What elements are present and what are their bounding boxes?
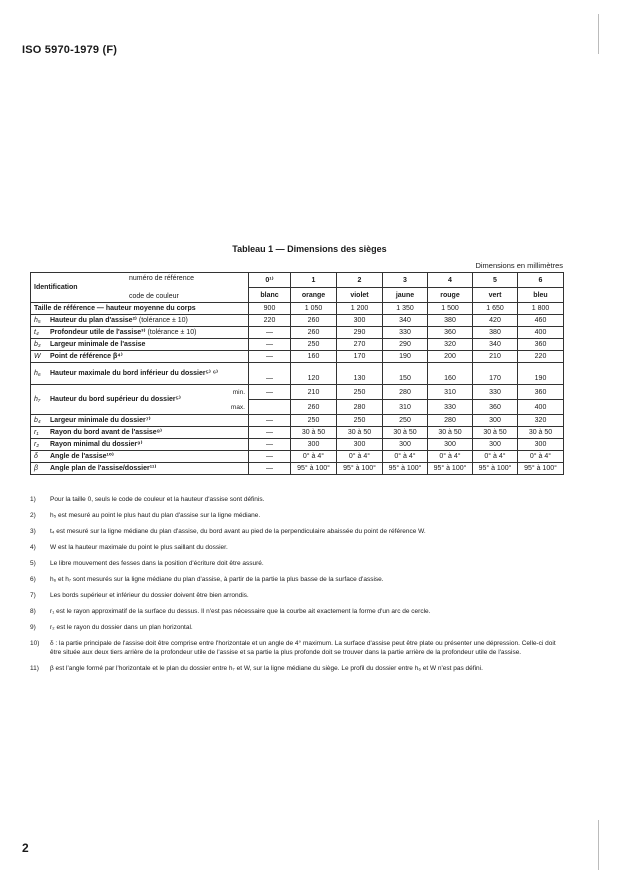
value-0: — (249, 327, 291, 339)
min-value-0: — (249, 385, 291, 400)
footnote-text: h₅ est mesuré au point le plus haut du plan d'assise sur la ligne médiane. (50, 512, 261, 519)
color-code-2: violet (337, 288, 383, 303)
row-label: Profondeur utile de l'assise³⁾ (50, 329, 146, 336)
value-4: 280 (428, 415, 473, 427)
value-4: 30 à 50 (428, 427, 473, 439)
table-row (31, 303, 564, 315)
value-3: 95° à 100° (383, 463, 428, 475)
color-code-4: rouge (428, 288, 473, 303)
value-3: 1 350 (383, 303, 428, 315)
row-symbol: b₄ (34, 417, 41, 424)
table-row (31, 451, 564, 463)
color-code-0: blanc (249, 288, 291, 303)
table-row (31, 339, 564, 351)
min-value-3: 280 (383, 385, 428, 400)
footnote-number: 2) (30, 512, 36, 519)
ref-number-3: 3 (383, 273, 428, 288)
value-6: 320 (518, 415, 564, 427)
value-4: 160 (428, 363, 473, 385)
max-value-1: 260 (291, 400, 337, 415)
footnote-number: 7) (30, 592, 36, 599)
value-0: — (249, 363, 291, 385)
footnote-text: r₁ est le rayon approximatif de la surface du dessus. Il n'est pas nécessaire que la courbe ait exactement la forme d'un arc de cercle. (50, 608, 431, 615)
min-value-2: 250 (337, 385, 383, 400)
footnote-number: 4) (30, 544, 36, 551)
footnote-text: Les bords supérieur et inférieur du dossier doivent être bien arrondis. (50, 592, 249, 599)
value-0: — (249, 463, 291, 475)
value-4: 95° à 100° (428, 463, 473, 475)
dimensions-table (30, 272, 564, 475)
value-0: — (249, 351, 291, 363)
row-label-cell (31, 385, 249, 415)
value-6: 95° à 100° (518, 463, 564, 475)
row-label-cell (31, 427, 249, 439)
row-label-cell (31, 363, 249, 385)
value-4: 300 (428, 439, 473, 451)
value-5: 210 (473, 351, 518, 363)
row-label: Angle plan de l'assise/dossier¹¹⁾ (50, 465, 157, 472)
footnote-number: 5) (30, 560, 36, 567)
table-row (31, 427, 564, 439)
value-5: 380 (473, 327, 518, 339)
ref-number-4: 4 (428, 273, 473, 288)
row-tolerance: (tolérance ± 10) (147, 329, 197, 336)
footnote-text: δ : la partie principale de l'assise doit être comprise entre l'horizontale et un angle de 4° maximum. La surface d'assise peut être plate ou présenter une dépression. Celle-ci doit être située aux deux tiers arrière de la profondeur utile de l'assise et sa partie la plus profonde doit se trouver dans la partie arrière de la profondeur utile de l'assise. (50, 640, 556, 656)
row-label: Point de référence β⁴⁾ (50, 353, 123, 360)
value-1: 1 050 (291, 303, 337, 315)
max-value-3: 310 (383, 400, 428, 415)
value-6: 1 800 (518, 303, 564, 315)
row-label-cell (31, 327, 249, 339)
footnote-text: r₂ est le rayon du dossier dans un plan horizontal. (50, 624, 193, 631)
row-symbol: h₅ (34, 317, 41, 324)
value-4: 200 (428, 351, 473, 363)
row-symbol: β (34, 465, 38, 472)
value-2: 1 200 (337, 303, 383, 315)
ref-number-2: 2 (337, 273, 383, 288)
footnote-text: β est l'angle formé par l'horizontale et le plan du dossier entre h₇ et W, sur la ligne médiane du siège. Le profil du dossier entre h₆ et W n'est pas défini. (50, 665, 483, 672)
value-5: 30 à 50 (473, 427, 518, 439)
value-3: 30 à 50 (383, 427, 428, 439)
color-code-6: bleu (518, 288, 564, 303)
value-5: 300 (473, 415, 518, 427)
color-code-1: orange (291, 288, 337, 303)
value-6: 0° à 4° (518, 451, 564, 463)
value-6: 460 (518, 315, 564, 327)
value-6: 400 (518, 327, 564, 339)
value-1: 250 (291, 339, 337, 351)
footnote (30, 664, 563, 673)
color-code-5: vert (473, 288, 518, 303)
value-0: — (249, 451, 291, 463)
value-2: 270 (337, 339, 383, 351)
value-1: 0° à 4° (291, 451, 337, 463)
row-symbol: r₁ (34, 429, 39, 436)
value-2: 290 (337, 327, 383, 339)
footnote-text: Pour la taille 0, seuls le code de couleur et la hauteur d'assise sont définis. (50, 496, 265, 503)
value-6: 360 (518, 339, 564, 351)
row-label-cell (31, 339, 249, 351)
footnote-number: 10) (30, 640, 40, 647)
footnote-number: 9) (30, 624, 36, 631)
row-label: Hauteur du plan d'assise²⁾ (50, 317, 137, 324)
value-1: 95° à 100° (291, 463, 337, 475)
max-value-2: 280 (337, 400, 383, 415)
row-label: Largeur minimale du dossier⁷⁾ (50, 417, 151, 424)
value-0: — (249, 427, 291, 439)
value-1: 250 (291, 415, 337, 427)
table-row (31, 463, 564, 475)
table-title: Tableau 1 — Dimensions des sièges (232, 244, 387, 254)
row-label-cell (31, 351, 249, 363)
value-3: 190 (383, 351, 428, 363)
value-1: 30 à 50 (291, 427, 337, 439)
value-3: 340 (383, 315, 428, 327)
value-1: 300 (291, 439, 337, 451)
min-value-6: 360 (518, 385, 564, 400)
ref-number-label: numéro de référence (129, 275, 194, 282)
footnote (30, 591, 563, 600)
value-0: — (249, 439, 291, 451)
identification-label: Identification (34, 284, 78, 291)
row-symbol: h₆ (34, 370, 41, 377)
value-5: 95° à 100° (473, 463, 518, 475)
table-row (31, 439, 564, 451)
footnote-number: 3) (30, 528, 36, 535)
table-row (31, 385, 564, 400)
max-value-5: 360 (473, 400, 518, 415)
row-label-cell (31, 439, 249, 451)
row-symbol: h₇ (34, 396, 41, 403)
margin-rule-bottom (598, 820, 599, 870)
row-label-cell (31, 415, 249, 427)
page-number: 2 (22, 841, 29, 855)
min-value-5: 330 (473, 385, 518, 400)
row-label: Taille de référence — hauteur moyenne du corps (34, 305, 196, 312)
ref-number-6: 6 (518, 273, 564, 288)
value-4: 0° à 4° (428, 451, 473, 463)
ref-number-1: 1 (291, 273, 337, 288)
value-6: 300 (518, 439, 564, 451)
row-tolerance: (tolérance ± 10) (138, 317, 188, 324)
table-row (31, 351, 564, 363)
footnote (30, 495, 563, 504)
margin-rule-top (598, 14, 599, 54)
value-3: 150 (383, 363, 428, 385)
footnote (30, 543, 563, 552)
value-3: 290 (383, 339, 428, 351)
value-5: 340 (473, 339, 518, 351)
value-6: 190 (518, 363, 564, 385)
value-0: 220 (249, 315, 291, 327)
footnote-text: h₆ et h₇ sont mesurés sur la ligne médiane du plan d'assise, à partir de la partie la plus basse de la surface d'assise. (50, 576, 384, 583)
value-4: 360 (428, 327, 473, 339)
value-5: 300 (473, 439, 518, 451)
row-label-cell (31, 451, 249, 463)
value-3: 330 (383, 327, 428, 339)
row-label-cell (31, 303, 249, 315)
max-value-6: 400 (518, 400, 564, 415)
max-value-0 (249, 400, 291, 415)
color-code-label: code de couleur (129, 293, 179, 300)
identification-cell (31, 273, 249, 303)
value-2: 250 (337, 415, 383, 427)
value-4: 1 500 (428, 303, 473, 315)
row-label: Largeur minimale de l'assise (50, 341, 146, 348)
ref-number-0: 0¹⁾ (249, 273, 291, 288)
value-2: 0° à 4° (337, 451, 383, 463)
value-2: 300 (337, 439, 383, 451)
max-label: max. (230, 403, 245, 411)
value-3: 300 (383, 439, 428, 451)
value-2: 30 à 50 (337, 427, 383, 439)
value-0: 900 (249, 303, 291, 315)
value-5: 1 650 (473, 303, 518, 315)
value-3: 250 (383, 415, 428, 427)
value-6: 220 (518, 351, 564, 363)
row-symbol: W (34, 353, 41, 360)
row-label-cell (31, 315, 249, 327)
value-5: 170 (473, 363, 518, 385)
footnote-number: 8) (30, 608, 36, 615)
value-2: 300 (337, 315, 383, 327)
value-1: 160 (291, 351, 337, 363)
max-value-4: 330 (428, 400, 473, 415)
value-0: — (249, 415, 291, 427)
value-6: 30 à 50 (518, 427, 564, 439)
value-5: 0° à 4° (473, 451, 518, 463)
table-row (31, 315, 564, 327)
footnotes (30, 495, 563, 680)
ref-number-5: 5 (473, 273, 518, 288)
row-label: Rayon du bord avant de l'assise⁸⁾ (50, 429, 163, 436)
row-symbol: r₂ (34, 441, 40, 448)
footnote-number: 6) (30, 576, 36, 583)
footnote-text: Le libre mouvement des fesses dans la position d'écriture doit être assuré. (50, 560, 264, 567)
table-row (31, 415, 564, 427)
value-2: 95° à 100° (337, 463, 383, 475)
min-value-4: 310 (428, 385, 473, 400)
row-label: Hauteur du bord supérieur du dossier⁵⁾ (50, 396, 181, 403)
row-label: Rayon minimal du dossier⁹⁾ (50, 441, 143, 448)
value-5: 420 (473, 315, 518, 327)
footnote (30, 607, 563, 616)
color-code-3: jaune (383, 288, 428, 303)
header-row-ref (31, 273, 564, 288)
footnote (30, 559, 563, 568)
footnote (30, 623, 563, 632)
unit-note: Dimensions en millimètres (475, 261, 563, 270)
row-symbol: δ (34, 453, 38, 460)
row-label: Hauteur maximale du bord inférieur du dossier⁵⁾ ⁶⁾ (50, 370, 219, 377)
table-row (31, 363, 564, 385)
footnote (30, 527, 563, 536)
min-value-1: 210 (291, 385, 337, 400)
footnote-number: 1) (30, 496, 36, 503)
footnote-text: W est la hauteur maximale du point le plus saillant du dossier. (50, 544, 228, 551)
row-label-cell (31, 463, 249, 475)
value-3: 0° à 4° (383, 451, 428, 463)
value-4: 320 (428, 339, 473, 351)
standard-header: ISO 5970-1979 (F) (22, 44, 118, 56)
value-2: 130 (337, 363, 383, 385)
value-1: 260 (291, 315, 337, 327)
footnote-text: t₄ est mesuré sur la ligne médiane du plan d'assise, du bord avant au pied de la perpendiculaire abaissée du point de référence W. (50, 528, 426, 535)
value-2: 170 (337, 351, 383, 363)
min-label: min. (232, 388, 245, 396)
value-4: 380 (428, 315, 473, 327)
value-1: 260 (291, 327, 337, 339)
table-row (31, 327, 564, 339)
footnote (30, 639, 563, 657)
row-symbol: b₃ (34, 341, 41, 348)
value-1: 120 (291, 363, 337, 385)
row-label: Angle de l'assise¹⁰⁾ (50, 453, 114, 460)
value-0: — (249, 339, 291, 351)
row-symbol: t₄ (34, 329, 39, 336)
footnote (30, 511, 563, 520)
footnote (30, 575, 563, 584)
footnote-number: 11) (30, 665, 39, 672)
